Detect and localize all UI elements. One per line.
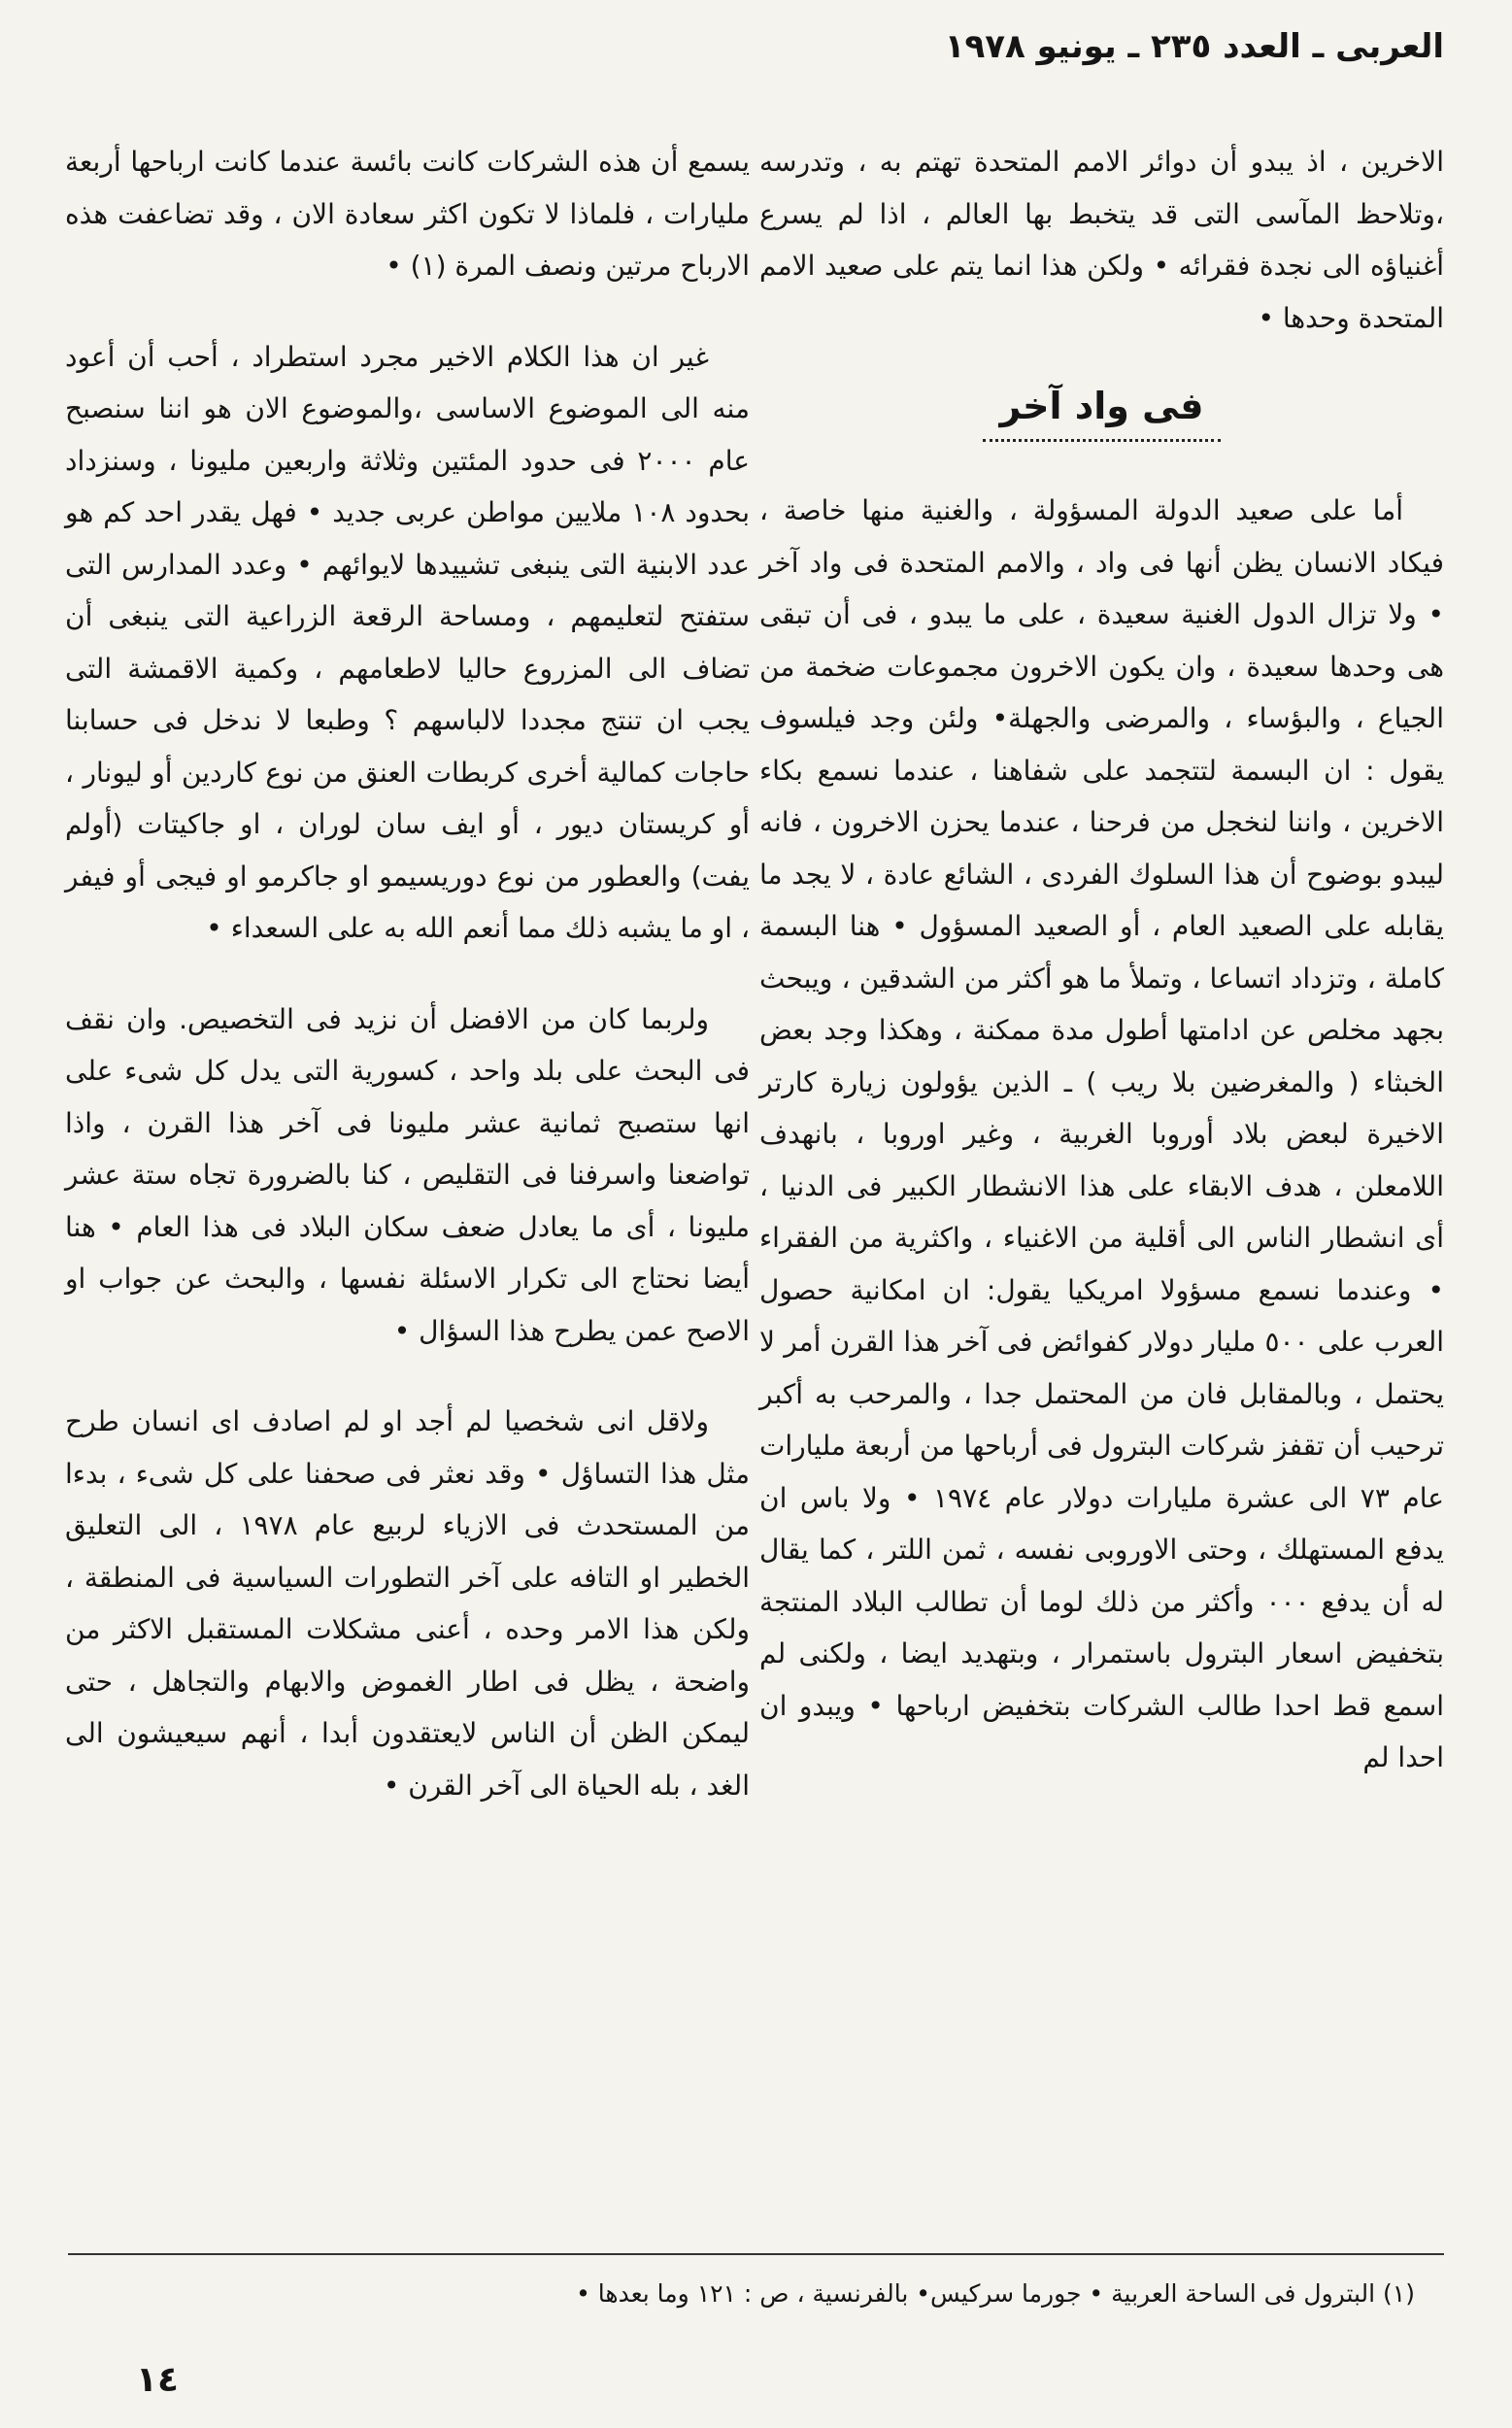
left-column <box>65 136 750 1850</box>
page-number: ١٤ <box>136 2360 179 2400</box>
paragraph-4: ولاقل انى شخصيا لم أجد او لم اصادف اى انسان طرح مثل هذا التساؤل • وقد نعثر فى صحفنا على كل شىء ، بدءا من المستحدث فى الازياء لربيع عام ١٩٧٨ ، الى التعليق الخطير او التافه على آخر التطورات السياسية فى المنطقة ، ولكن هذا الامر وحده ، أعنى مشكلات المستقبل الاكثر من واضحة ، يظل فى اطار الغموض والابهام والتجاهل ، حتى ليمكن الظن أن الناس لايعتقدون أبدا ، أنهم سيعيشون الى الغد ، بله الحياة الى آخر القرن • <box>65 1405 750 1802</box>
footnote: (١) البترول فى الساحة العربية • جورما سركيس• بالفرنسية ، ص : ١٢١ وما بعدها • <box>576 2279 1415 2308</box>
intro-paragraph: الاخرين ، اذ يبدو أن دوائر الامم المتحدة تهتم به ، وتدرسه ،وتلاحظ المآسى التى قد يتخبط بها العالم ، اذا لم يسرع أغنياؤه الى نجدة فقرائه • ولكن هذا انما يتم على صعيد الامم المتحدة وحدها • <box>759 146 1444 334</box>
paragraph-3: ولربما كان من الافضل أن نزيد فى التخصيص. وان نقف فى البحث على بلد واحد ، كسورية التى يدل كل شىء على انها ستصبح ثمانية عشر مليونا فى آخر هذا القرن ، واذا تواضعنا واسرفنا فى التقليص ، كنا بالضرورة تجاه ستة عشر مليونا ، أى ما يعادل ضعف سكان البلاد فى هذا العام • هنا أيضا نحتاج الى تكرار الاسئلة نفسها ، والبحث عن جواب او الاصح عمن يطرح هذا السؤال • <box>65 1002 750 1347</box>
running-header: العربى ـ العدد ٢٣٥ ـ يونيو ١٩٧٨ <box>944 27 1444 66</box>
paragraph-2: غير ان هذا الكلام الاخير مجرد استطراد ، أحب أن أعود منه الى الموضوع الاساسى ،والموضوع الان هو اننا سنصبح عام ٢٠٠٠ فى حدود المئتين وثلاثة واربعين مليونا ، وسنزداد بحدود ١٠٨ ملايين مواطن عربى جديد • فهل يقدر احد كم هو عدد الابنية التى ينبغى تشييدها لايوائهم • وعدد المدارس التى ستفتح لتعليمهم ، ومساحة الرقعة الزراعية التى ينبغى أن تضاف الى المزروع حاليا لاطعامهم ، وكمية الاقمشة التى يجب ان تنتج مجددا لالباسهم ؟ وطبعا لا ندخل فى حسابنا حاجات كمالية أخرى كربطات العنق من نوع كاردين أو ليونار ، أو كريستان ديور ، أو ايف سان لوران ، او جاكيتات (أولم يفت) والعطور من نوع دوريسيمو او جاكرمو او فيجى أو فيفر ، او ما يشبه ذلك مما أنعم الله به على السعداء • <box>65 340 750 944</box>
paragraph-1: يسمع أن هذه الشركات كانت بائسة عندما كانت ارباحها أربعة مليارات ، فلماذا لا تكون اكثر سعادة الان ، وقد تضاعفت هذه الارباح مرتين ونصف المرة (١) • <box>65 146 750 282</box>
right-column <box>759 136 1444 1823</box>
section-paragraph: أما على صعيد الدولة المسؤولة ، والغنية منها خاصة ، فيكاد الانسان يظن أنها فى واد ، والامم المتحدة فى واد آخر • ولا تزال الدول الغنية سعيدة ، على ما يبدو ، فى أن تبقى هى وحدها سعيدة ، وان يكون الاخرون مجموعات ضخمة من الجياع ، والبؤساء ، والمرضى والجهلة• ولئن وجد فيلسوف يقول : ان البسمة لتتجمد على شفاهنا ، عندما نسمع بكاء الاخرين ، واننا لنخجل من فرحنا ، عندما يحزن الاخرون ، فانه ليبدو بوضوح أن هذا السلوك الفردى ، الشائع عادة ، لا يجد ما يقابله على الصعيد العام ، أو الصعيد المسؤول • هنا البسمة كاملة ، وتزداد اتساعا ، وتملأ ما هو أكثر من الشدقين ، ويبحث بجهد مخلص عن ادامتها أطول مدة ممكنة ، وهكذا وجد بعض الخبثاء ( والمغرضين بلا ريب ) ـ الذين يؤولون زيارة كارتر الاخيرة لبعض بلاد أوروبا الغربية ، وغير اوروبا ، بانهدف اللامعلن ، هدف الابقاء على هذا الانشطار الكبير فى الدنيا ، أى انشطار الناس الى أقلية من الاغنياء ، واكثرية من الفقراء • وعندما نسمع مسؤولا امريكيا يقول: ان امكانية حصول العرب على ٥٠٠ مليار دولار كفوائض فى آخر هذا القرن أمر لا يحتمل ، وبالمقابل فان من المحتمل جدا ، والمرحب به أكبر ترحيب أن تقفز شركات البترول فى أرباحها من أربعة مليارات عام ٧٣ الى عشرة مليارات دولار عام ١٩٧٤ • ولا باس ان يدفع المستهلك ، وحتى الاوروبى نفسه ، ثمن اللتر ، كما يقال له أن يدفع ٠٠٠ وأكثر من ذلك لوما أن تطالب البلاد المنتجة بتخفيض اسعار البترول باستمرار ، وبتهديد ايضا ، ولكنى لم اسمع قط احدا طالب الشركات بتخفيض ارباحها • ويبدو ان احدا لم <box>759 494 1445 1773</box>
section-heading-text: فى واد آخر <box>983 383 1222 442</box>
footnote-divider <box>68 2253 1444 2255</box>
section-heading <box>759 383 1444 442</box>
